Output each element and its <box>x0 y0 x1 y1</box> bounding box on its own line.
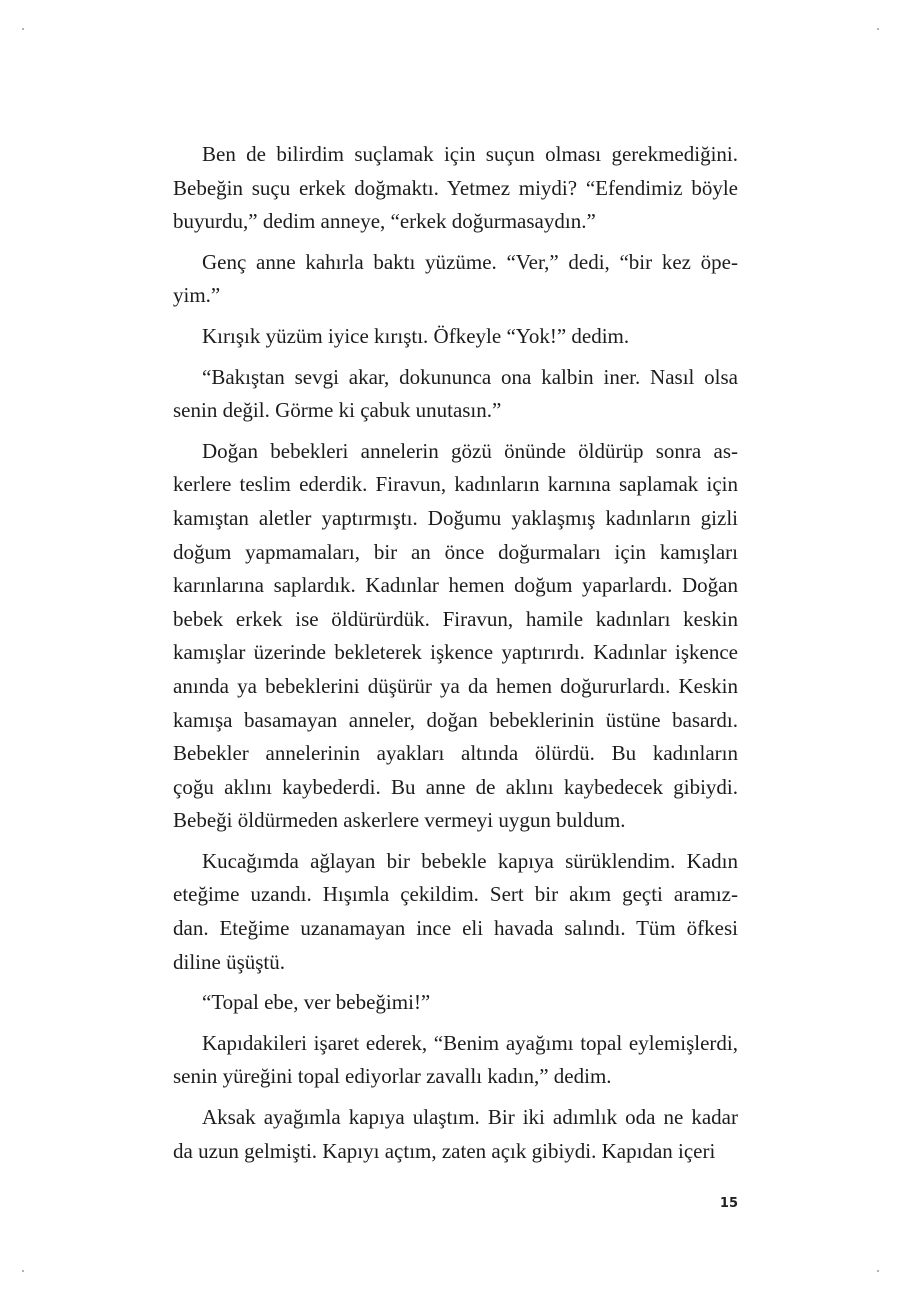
paragraph <box>173 435 738 838</box>
text-line: kerlere teslim ederdik. Firavun, kadınların karnına saplamak için <box>173 472 738 497</box>
text-line: karınlarına saplardık. Kadınlar hemen doğum yaparlardı. Doğan <box>173 573 738 598</box>
text-line: buyurdu,” dedim anneye, “erkek doğurmasaydın.” <box>173 209 596 234</box>
text-line: yim.” <box>173 283 221 308</box>
paragraph <box>173 246 738 313</box>
text-line: da uzun gelmişti. Kapıyı açtım, zaten açık gibiydi. Kapıdan içeri <box>173 1138 716 1163</box>
text-line: senin değil. Görme ki çabuk unutasın.” <box>173 398 502 423</box>
body-text <box>173 138 738 1175</box>
text-line: Kucağımda ağlayan bir bebekle kapıya sürüklendim. Kadın <box>202 848 738 873</box>
text-line: Genç anne kahırla baktı yüzüme. “Ver,” dedi, “bir kez öpe- <box>202 249 738 274</box>
text-line: Kapıdakileri işaret ederek, “Benim ayağımı topal eylemişlerdi, <box>202 1030 738 1055</box>
text-line: Bebeği öldürmeden askerlere vermeyi uygun buldum. <box>173 808 626 833</box>
text-line: anında ya bebeklerini düşürür ya da hemen doğururlardı. Keskin <box>173 673 738 698</box>
text-line: kamışa basamayan anneler, doğan bebeklerinin üstüne basardı. <box>173 707 738 732</box>
text-line: eteğime uzandı. Hışımla çekildim. Sert bir akım geçti aramız- <box>173 882 738 907</box>
paragraph <box>173 986 738 1020</box>
text-line: Ben de bilirdim suçlamak için suçun olması gerekmediğini. <box>202 142 738 166</box>
text-line: “Bakıştan sevgi akar, dokununca ona kalbin iner. Nasıl olsa <box>202 364 738 389</box>
text-line: çoğu aklını kaybederdi. Bu anne de aklını kaybedecek gibiydi. <box>173 774 738 799</box>
text-line: senin yüreğini topal ediyorlar zavallı kadın,” dedim. <box>173 1064 612 1089</box>
text-line: Doğan bebekleri annelerin gözü önünde öldürüp sonra as- <box>202 438 738 463</box>
paragraph <box>173 1101 738 1168</box>
text-line: Aksak ayağımla kapıya ulaştım. Bir iki adımlık oda ne kadar <box>202 1105 738 1130</box>
text-line: diline üşüştü. <box>173 949 286 974</box>
text-line: dan. Eteğime uzanamayan ince eli havada salındı. Tüm öfkesi <box>173 916 738 941</box>
page-number: 15 <box>719 1196 738 1211</box>
crop-mark-top-left <box>22 28 24 30</box>
paragraph <box>173 361 738 428</box>
text-line: “Topal ebe, ver bebeğimi!” <box>202 990 431 1015</box>
text-line: doğum yapmamaları, bir an önce doğurmaları için kamışları <box>173 539 738 564</box>
text-line: Bebekler annelerinin ayakları altında ölürdü. Bu kadınların <box>173 741 738 766</box>
paragraph <box>173 138 738 239</box>
crop-mark-top-right <box>877 28 879 30</box>
text-line: Bebeğin suçu erkek doğmaktı. Yetmez miydi? “Efendimiz böyle <box>173 175 738 200</box>
paragraph <box>173 1027 738 1094</box>
text-line: bebek erkek ise öldürürdük. Firavun, hamile kadınları keskin <box>173 606 738 631</box>
paragraph <box>173 845 738 979</box>
text-line: kamıştan aletler yaptırmıştı. Doğumu yaklaşmış kadınların gizli <box>173 505 738 530</box>
crop-mark-bottom-left <box>22 1270 24 1272</box>
text-line: kamışlar üzerinde bekleterek işkence yaptırırdı. Kadınlar işkence <box>173 640 738 665</box>
paragraph <box>173 320 738 354</box>
text-line: Kırışık yüzüm iyice kırıştı. Öfkeyle “Yok!” dedim. <box>202 323 630 348</box>
crop-mark-bottom-right <box>877 1270 879 1272</box>
